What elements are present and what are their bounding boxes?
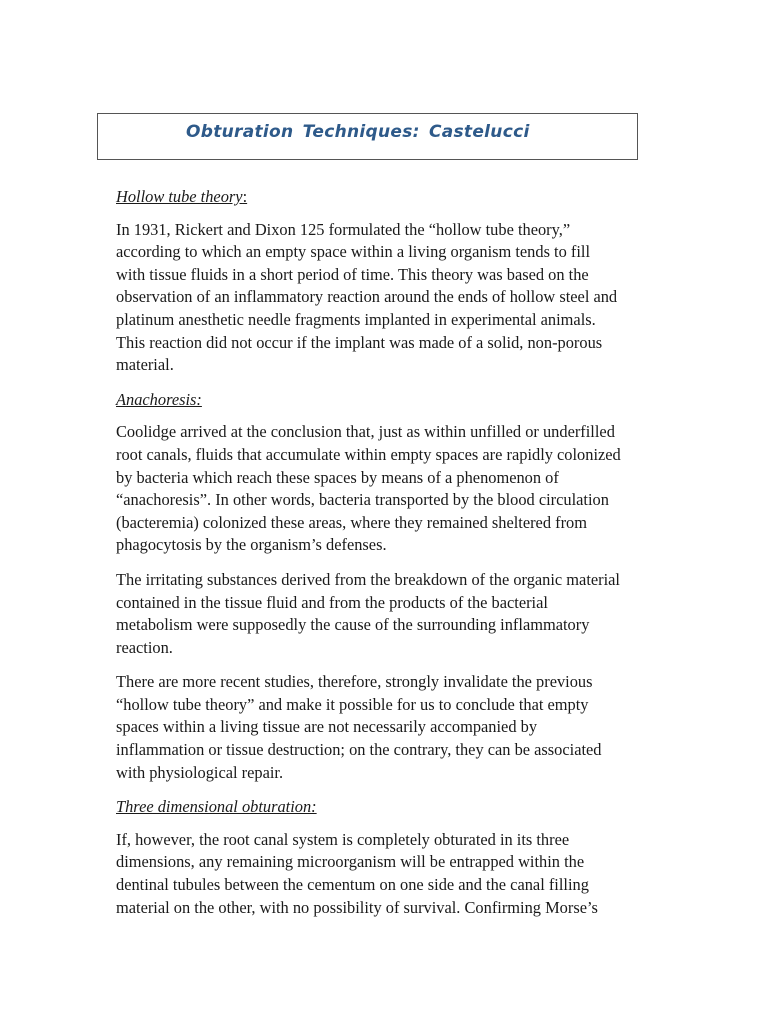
paragraph-line: by bacteria which reach these spaces by means of a phenomenon of: [116, 467, 559, 487]
paragraph: [116, 829, 676, 919]
paragraph-line: according to which an empty space within a living organism tends to fill: [116, 242, 591, 262]
paragraph-line: In 1931, Rickert and Dixon 125 formulated the “hollow tube theory,”: [116, 219, 571, 239]
document-title: Obturation Techniques: Castelucci: [186, 122, 530, 142]
paragraph-line: This reaction did not occur if the implant was made of a solid, non-porous: [116, 332, 603, 352]
paragraph-line: metabolism were supposedly the cause of the surrounding inflammatory: [116, 615, 590, 635]
paragraph-line: If, however, the root canal system is completely obturated in its three: [116, 829, 570, 849]
section-heading: [116, 796, 676, 819]
paragraph: [116, 219, 676, 377]
paragraph-line: phagocytosis by the organism’s defenses.: [116, 535, 387, 555]
paragraph-line: Coolidge arrived at the conclusion that, just as within unfilled or underfilled: [116, 422, 615, 442]
paragraph-line: with physiological repair.: [116, 762, 284, 782]
paragraph-line: The irritating substances derived from the breakdown of the organic material: [116, 569, 620, 589]
paragraph-line: material on the other, with no possibility of survival. Confirming Morse’s: [116, 897, 598, 917]
paragraph-line: with tissue fluids in a short period of time. This theory was based on the: [116, 264, 589, 284]
paragraph-line: “hollow tube theory” and make it possible for us to conclude that empty: [116, 694, 589, 714]
paragraph-line: platinum anesthetic needle fragments implanted in experimental animals.: [116, 309, 596, 329]
paragraph: [116, 569, 676, 659]
section-heading: [116, 389, 676, 412]
paragraph-line: There are more recent studies, therefore, strongly invalidate the previous: [116, 672, 593, 692]
paragraph-line: observation of an inflammatory reaction around the ends of hollow steel and: [116, 287, 618, 307]
paragraph-line: (bacteremia) colonized these areas, where they remained sheltered from: [116, 512, 587, 532]
section-heading: [116, 186, 676, 209]
paragraph-line: dimensions, any remaining microorganism will be entrapped within the: [116, 852, 585, 872]
paragraph-line: reaction.: [116, 637, 173, 657]
paragraph-line: “anachoresis”. In other words, bacteria transported by the blood circulation: [116, 490, 609, 510]
paragraph-line: inflammation or tissue destruction; on the contrary, they can be associated: [116, 740, 602, 760]
paragraph: [116, 421, 676, 557]
section-heading-text: Anachoresis:: [116, 389, 202, 409]
paragraph-line: root canals, fluids that accumulate within empty spaces are rapidly colonized: [116, 444, 621, 464]
section-heading-suffix: :: [242, 187, 248, 206]
paragraph: [116, 671, 676, 784]
paragraph-line: spaces within a living tissue are not necessarily accompanied by: [116, 717, 538, 737]
document-body: [116, 186, 676, 931]
paragraph-line: dentinal tubules between the cementum on one side and the canal filling: [116, 875, 589, 895]
paragraph-line: contained in the tissue fluid and from the products of the bacterial: [116, 592, 548, 612]
title-box: [97, 113, 638, 160]
section-heading-text: Three dimensional obturation:: [116, 797, 317, 817]
section-heading-text: Hollow tube theory: [116, 187, 243, 206]
paragraph-line: material.: [116, 355, 174, 375]
